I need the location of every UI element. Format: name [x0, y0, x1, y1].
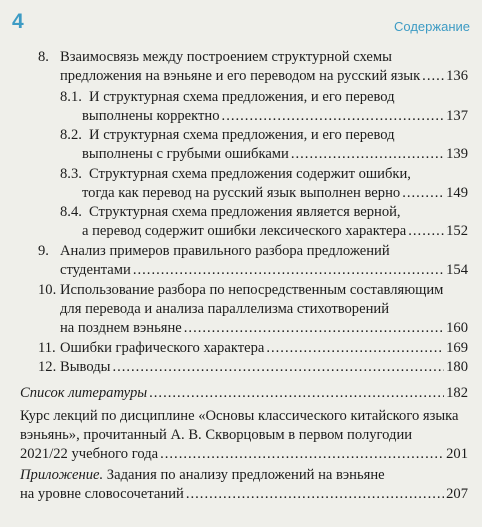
- toc-page: 169: [446, 340, 468, 356]
- toc-number: 8.3.: [60, 166, 82, 182]
- toc-entry-8-4: [60, 203, 468, 241]
- toc-title: Структурная схема предложения является верной,: [89, 204, 401, 220]
- toc-entry-8-2: [60, 126, 468, 164]
- toc-entry-10: [38, 281, 468, 338]
- toc-number: 8.1.: [60, 89, 82, 105]
- toc-page: 152: [446, 223, 468, 239]
- toc-title-cont: выполнены с грубыми ошибками: [82, 146, 289, 162]
- toc-title-cont: 2021/22 учебного года: [20, 446, 159, 462]
- toc-leader: [422, 67, 444, 86]
- toc-title-cont: предложения на вэньяне и его переводом на русский язык: [60, 68, 421, 84]
- toc-entry-11: [38, 339, 468, 358]
- toc-title-cont: а перевод содержит ошибки лексического характера: [82, 223, 407, 239]
- toc-page: 201: [446, 446, 468, 462]
- toc-number: 8.: [38, 49, 49, 65]
- toc-leader: [266, 339, 444, 358]
- toc-leader: [408, 222, 444, 241]
- toc-entry-12: [38, 358, 468, 377]
- toc-entry-8-1: [60, 88, 468, 126]
- toc-leader: [112, 358, 444, 377]
- toc-leader: [402, 184, 444, 203]
- toc-number: 9.: [38, 243, 49, 259]
- toc-title-cont: на уровне словосочетаний: [20, 486, 184, 502]
- toc-title-cont: выполнены корректно: [82, 108, 220, 124]
- toc-entry-appendix: [20, 466, 468, 504]
- toc-title: И структурная схема предложения, и его перевод: [89, 89, 395, 105]
- toc-title: Структурная схема предложения содержит ошибки,: [89, 166, 411, 182]
- toc-appendix-label: Приложение.: [20, 467, 104, 483]
- running-head: Содержание: [394, 19, 470, 34]
- toc-title: Курс лекций по дисциплине «Основы классического китайского языка: [20, 408, 459, 424]
- toc-title: И структурная схема предложения, и его перевод: [89, 127, 395, 143]
- toc-page: 136: [446, 68, 468, 84]
- toc-number: 10.: [38, 282, 57, 298]
- toc-page: 139: [446, 146, 468, 162]
- toc-entry-9: [38, 242, 468, 280]
- page-header: [0, 0, 482, 44]
- toc-title-cont: студентами: [60, 262, 131, 278]
- page-number: 4: [12, 10, 24, 33]
- toc-title-cont: для перевода и анализа параллелизма стихотворений: [60, 301, 390, 317]
- toc-leader: [291, 145, 444, 164]
- toc-title: Выводы: [60, 359, 111, 375]
- toc-page: 207: [446, 486, 468, 502]
- toc-title: Использование разбора по непосредственным составляющим: [60, 282, 444, 298]
- toc-entry-8: [38, 48, 468, 86]
- toc-page: 154: [446, 262, 468, 278]
- toc-entry-8-3: [60, 165, 468, 203]
- toc-title: Задания по анализу предложений на вэньяне: [103, 467, 385, 483]
- toc-leader: [149, 384, 444, 403]
- toc-page: 137: [446, 108, 468, 124]
- toc-title-cont: вэньянь», прочитанный А. В. Скворцовым в первом полугодии: [20, 427, 413, 443]
- toc-title: Ошибки графического характера: [60, 340, 265, 356]
- toc-page: 180: [446, 359, 468, 375]
- toc-page: 149: [446, 185, 468, 201]
- toc-leader: [186, 485, 444, 504]
- toc-number: 8.2.: [60, 127, 82, 143]
- toc-page: 182: [446, 385, 468, 401]
- toc-number: 11.: [38, 340, 56, 356]
- toc-entry-lecture-course: [20, 407, 468, 464]
- toc-number: 8.4.: [60, 204, 82, 220]
- toc-page: 160: [446, 320, 468, 336]
- toc-leader: [133, 261, 444, 280]
- toc-number: 12.: [38, 359, 57, 375]
- toc-title: Взаимосвязь между построением структурной схемы: [60, 49, 392, 65]
- toc-title-cont: на позднем вэньяне: [60, 320, 182, 336]
- toc-leader: [160, 445, 444, 464]
- toc-title-cont: тогда как перевод на русский язык выполнен верно: [82, 185, 401, 201]
- toc-title: Анализ примеров правильного разбора предложений: [60, 243, 390, 259]
- toc-title: Список литературы: [20, 385, 148, 401]
- toc-entry-literature: [20, 384, 468, 403]
- toc-leader: [222, 107, 445, 126]
- toc-leader: [184, 319, 444, 338]
